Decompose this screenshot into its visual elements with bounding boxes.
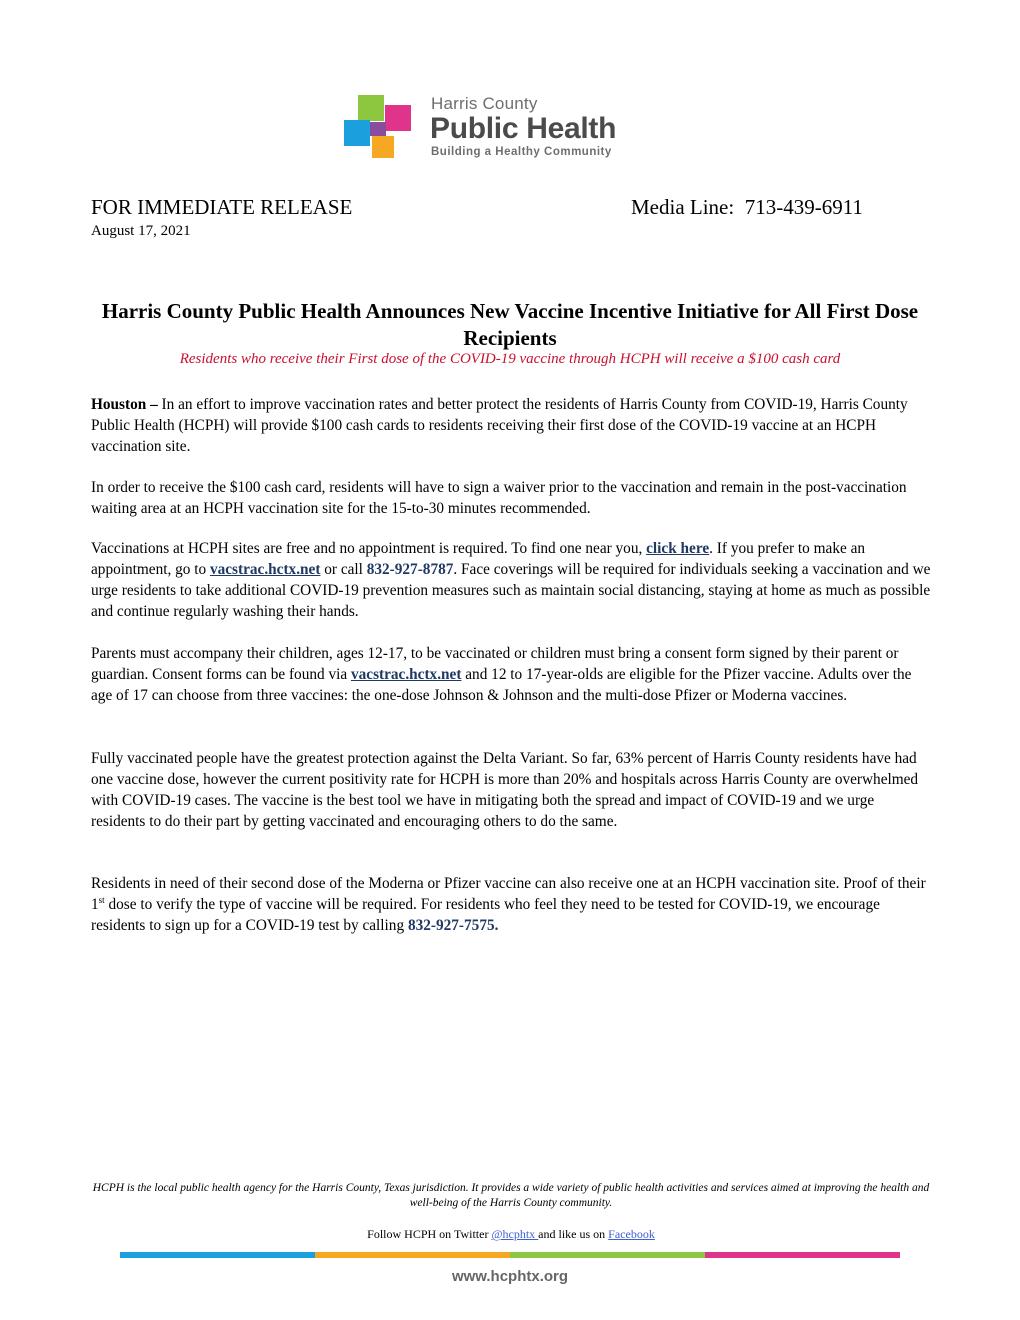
testing-phone: 832-927-7575.	[407, 917, 499, 934]
ordinal-superscript: st	[98, 894, 105, 905]
footer-color-bar	[120, 1252, 900, 1258]
vacstrac-link[interactable]: vacstrac.hctx.net	[209, 561, 321, 578]
p3-text-2: . If you prefer to make an appointment, go to	[91, 540, 866, 578]
p6-text-1: Residents in need of their second dose of the Moderna or Pfizer vaccine can also receive one at an HCPH vaccination site. Proof of their 1	[91, 875, 926, 913]
paragraph-second-dose	[91, 873, 931, 936]
paragraph-cash-card: In order to receive the $100 cash card, residents will have to sign a waiver prior to the vaccination and remain in the post-vaccination waiting area at an HCPH vaccination site for the 15-to-30 minutes recommended.	[91, 479, 907, 517]
footer-follow	[91, 1227, 931, 1242]
logo-green-square	[358, 95, 384, 121]
logo-orange-square	[372, 136, 394, 158]
twitter-link[interactable]: @hcphtx	[491, 1227, 539, 1241]
appointment-phone: 832-927-8787	[366, 561, 454, 578]
footer-about: HCPH is the local public health agency for the Harris County, Texas jurisdiction. It provides a wide variety of public health activities and services aimed at improving the health and well-being of the Harris County community.	[92, 1182, 930, 1209]
p4-text-1: Parents must accompany their children, ages 12-17, to be vaccinated or children must bring a consent form signed by their parent or guardian. Consent forms can be found via	[91, 645, 899, 683]
p3-text-1: Vaccinations at HCPH sites are free and no appointment is required. To find one near you,	[91, 540, 647, 557]
logo-name-text: Public Health	[430, 112, 617, 145]
paragraph-intro	[91, 394, 931, 457]
release-date: August 17, 2021	[91, 223, 191, 239]
color-bar-pink	[705, 1252, 900, 1258]
follow-text-1: Follow HCPH on Twitter	[367, 1227, 492, 1241]
paragraph-delta-variant: Fully vaccinated people have the greatest protection against the Delta Variant. So far, 63% percent of Harris County residents have had one vaccine dose, however the current positivity rate for HCPH is more than 20% and hospitals across Harris County are overwhelmed with COVID-19 cases. The vaccine is the best tool we have in mitigating both the spread and impact of COVID-19 and we urge residents to do their part by getting vaccinated and encouraging others to do the same.	[91, 750, 919, 830]
logo-tagline-text: Building a Healthy Community	[431, 146, 612, 158]
p6-text-2: dose to verify the type of vaccine will be required. For residents who feel they need to be tested for COVID-19, we encourage residents to sign up for a COVID-19 test by calling	[91, 896, 880, 934]
click-here-link[interactable]: click here	[646, 540, 710, 557]
paragraph-minors	[91, 643, 931, 706]
logo-county-text: Harris County	[431, 94, 538, 113]
footer-website: www.hcphtx.org	[451, 1268, 569, 1285]
color-bar-green	[510, 1252, 705, 1258]
p3-text-3: or call	[320, 561, 367, 578]
consent-forms-link[interactable]: vacstrac.hctx.net	[350, 666, 462, 683]
media-line	[631, 195, 863, 220]
paragraph-intro-text: In an effort to improve vaccination rates and better protect the residents of Harris County from COVID-19, Harris County Public Health (HCPH) will provide $100 cash cards to residents receiving their first dose of the COVID-19 vaccine at an HCPH vaccination site.	[91, 396, 908, 455]
hcph-logo	[344, 92, 649, 164]
release-label: FOR IMMEDIATE RELEASE	[91, 195, 353, 219]
headline: Harris County Public Health Announces New Vaccine Incentive Initiative for All First Dose Recipients	[101, 299, 919, 350]
paragraph-vaccination-sites	[91, 538, 931, 622]
logo-pink-square	[385, 105, 411, 131]
subheadline: Residents who receive their First dose of the COVID-19 vaccine through HCPH will receive a $100 cash card	[179, 351, 841, 367]
dateline: Houston –	[91, 396, 158, 413]
media-line-number: 713-439-6911	[744, 195, 863, 219]
color-bar-orange	[315, 1252, 510, 1258]
facebook-link[interactable]: Facebook	[608, 1227, 655, 1241]
logo-blue-square	[344, 120, 370, 146]
color-bar-blue	[120, 1252, 315, 1258]
follow-text-2: and like us on	[538, 1227, 609, 1241]
media-line-label: Media Line:	[631, 195, 735, 219]
p4-text-2: and 12 to 17-year-olds are eligible for the Pfizer vaccine. Adults over the age of 17 can choose from three vaccines: the one-dose Johnson & Johnson and the multi-dose Pfizer or Moderna vaccines.	[91, 666, 912, 704]
logo-purple-square	[370, 122, 386, 136]
p3-text-4: . Face coverings will be required for individuals seeking a vaccination and we urge residents to take additional COVID-19 prevention measures such as maintain social distancing, staying at home as much as possible and continue regularly washing their hands.	[91, 561, 931, 620]
